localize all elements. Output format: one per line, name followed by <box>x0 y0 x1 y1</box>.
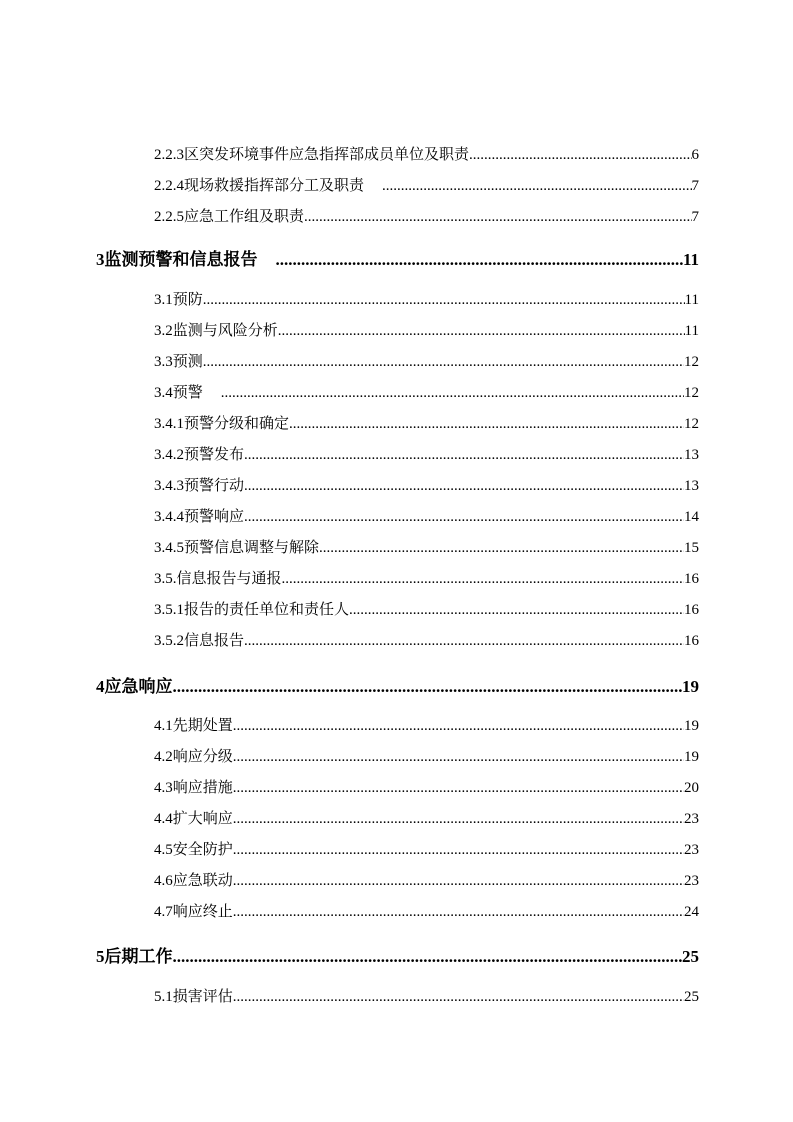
toc-entry-number: 3.1 <box>154 292 173 308</box>
toc-entry-title: 应急响应 <box>104 677 173 697</box>
toc-entry-page: 11 <box>682 250 699 269</box>
toc-entry-title: 预测 <box>172 352 203 370</box>
toc-entry-number: 5.1 <box>154 989 173 1005</box>
toc-entry-3-1[interactable] <box>154 288 699 309</box>
toc-entry-page: 12 <box>684 416 699 432</box>
toc-entry-page: 6 <box>691 147 699 163</box>
toc-entry-number: 3 <box>96 250 105 269</box>
toc-dot-leader <box>233 718 684 735</box>
toc-dot-leader <box>233 842 684 859</box>
toc-entry-title: 响应终止 <box>172 902 233 920</box>
toc-entry-3[interactable] <box>96 245 699 270</box>
toc-entry-page: 16 <box>684 602 699 618</box>
toc-dot-leader <box>203 354 684 371</box>
toc-entry-3-4-3[interactable] <box>154 474 699 495</box>
toc-entry-title: 预警行动 <box>184 476 245 494</box>
toc-dot-leader <box>244 478 684 495</box>
toc-entry-5-1[interactable] <box>154 985 699 1006</box>
toc-entry-4-5[interactable] <box>154 838 699 859</box>
toc-entry-4[interactable] <box>96 672 699 697</box>
toc-entry-page: 7 <box>691 178 699 194</box>
toc-entry-page: 12 <box>684 385 699 401</box>
toc-entry-number: 3.4.3 <box>154 478 184 494</box>
toc-dot-leader <box>276 250 683 270</box>
toc-dot-leader <box>244 509 684 526</box>
toc-entry-page: 25 <box>684 989 699 1005</box>
toc-entry-page: 19 <box>684 718 699 734</box>
toc-entry-number: 3.4.2 <box>154 447 184 463</box>
toc-entry-2-2-5[interactable] <box>154 205 699 226</box>
toc-entry-number: 4.3 <box>154 780 173 796</box>
toc-entry-4-2[interactable] <box>154 745 699 766</box>
toc-entry-title: 预防 <box>172 290 203 308</box>
toc-entry-page: 11 <box>684 323 699 339</box>
toc-entry-title: 应急联动 <box>172 871 233 889</box>
toc-entry-number: 3.4.4 <box>154 509 184 525</box>
toc-dot-leader <box>233 749 684 766</box>
toc-entry-title: 现场救援指挥部分工及职责 <box>184 176 365 194</box>
toc-entry-page: 23 <box>684 811 699 827</box>
toc-entry-page: 19 <box>684 749 699 765</box>
toc-entry-number: 4.5 <box>154 842 173 858</box>
toc-dot-leader <box>173 947 683 967</box>
toc-entry-number: 3.5.1 <box>154 602 184 618</box>
toc-entry-4-1[interactable] <box>154 714 699 735</box>
toc-dot-leader <box>304 209 691 226</box>
toc-entry-title: 响应措施 <box>172 778 233 796</box>
toc-entry-number: 3.2 <box>154 323 173 339</box>
toc-entry-5[interactable] <box>96 942 699 967</box>
toc-entry-title: 报告的责任单位和责任人 <box>184 600 350 618</box>
toc-entry-2-2-3[interactable] <box>154 143 699 164</box>
toc-entry-number: 5 <box>96 947 105 966</box>
toc-entry-title: 响应分级 <box>172 747 233 765</box>
toc-entry-title: 预警信息调整与解除 <box>184 538 320 556</box>
toc-entry-title: 应急工作组及职责 <box>184 207 305 225</box>
toc-entry-title: 安全防护 <box>172 840 233 858</box>
toc-dot-leader <box>382 178 691 195</box>
toc-entry-title: 损害评估 <box>172 987 233 1005</box>
toc-entry-number: 2.2.4 <box>154 178 184 194</box>
toc-entry-page: 13 <box>684 447 699 463</box>
toc-entry-page: 16 <box>684 571 699 587</box>
toc-entry-page: 23 <box>684 873 699 889</box>
toc-entry-page: 24 <box>684 904 699 920</box>
toc-entry-3-5[interactable] <box>154 567 699 588</box>
toc-entry-page: 12 <box>684 354 699 370</box>
toc-entry-title: 区突发环境事件应急指挥部成员单位及职责 <box>184 145 470 163</box>
toc-entry-number: 4.1 <box>154 718 173 734</box>
toc-entry-number: 3.5. <box>154 571 177 587</box>
toc-entry-title: 扩大响应 <box>172 809 233 827</box>
toc-entry-page: 14 <box>684 509 699 525</box>
toc-dot-leader <box>289 416 684 433</box>
toc-entry-number: 4.7 <box>154 904 173 920</box>
toc-entry-3-5-2[interactable] <box>154 629 699 650</box>
toc-dot-leader <box>233 780 684 797</box>
toc-entry-number: 3.3 <box>154 354 173 370</box>
toc-entry-number: 4.6 <box>154 873 173 889</box>
toc-entry-number: 4 <box>96 677 105 696</box>
toc-entry-3-4-4[interactable] <box>154 505 699 526</box>
toc-entry-number: 3.4 <box>154 385 173 401</box>
toc-dot-leader <box>233 873 684 890</box>
toc-entry-page: 7 <box>691 209 699 225</box>
toc-entry-title: 预警分级和确定 <box>184 414 290 432</box>
toc-entry-3-4-1[interactable] <box>154 412 699 433</box>
toc-dot-leader <box>203 292 685 309</box>
toc-dot-leader <box>319 540 684 557</box>
toc-entry-page: 25 <box>682 947 699 966</box>
toc-dot-leader <box>173 677 683 697</box>
toc-entry-3-4-5[interactable] <box>154 536 699 557</box>
toc-dot-leader <box>233 904 684 921</box>
toc-dot-leader <box>244 633 684 650</box>
toc-entry-3-5-1[interactable] <box>154 598 699 619</box>
toc-entry-number: 4.4 <box>154 811 173 827</box>
toc-dot-leader <box>233 989 684 1006</box>
toc-entry-title: 预警 <box>172 383 203 401</box>
toc-entry-2-2-4[interactable] <box>154 174 699 195</box>
toc-entry-title: 监测与风险分析 <box>172 321 278 339</box>
toc-dot-leader <box>221 385 684 402</box>
toc-entry-number: 3.4.5 <box>154 540 184 556</box>
toc-dot-leader <box>233 811 684 828</box>
toc-entry-title: 监测预警和信息报告 <box>104 250 258 270</box>
toc-entry-number: 3.5.2 <box>154 633 184 649</box>
toc-entry-page: 15 <box>684 540 699 556</box>
toc-entry-page: 13 <box>684 478 699 494</box>
toc-entry-title: 信息报告 <box>184 631 245 649</box>
toc-entry-3-4-2[interactable] <box>154 443 699 464</box>
toc-entry-title: 信息报告与通报 <box>176 569 282 587</box>
toc-entry-4-3[interactable] <box>154 776 699 797</box>
toc-dot-leader <box>278 323 685 340</box>
toc-entry-page: 16 <box>684 633 699 649</box>
toc-dot-leader <box>282 571 684 588</box>
toc-entry-title: 预警响应 <box>184 507 245 525</box>
toc-entry-3-2[interactable] <box>154 319 699 340</box>
toc-entry-number: 2.2.5 <box>154 209 184 225</box>
toc-entry-number: 3.4.1 <box>154 416 184 432</box>
toc-entry-page: 20 <box>684 780 699 796</box>
toc-entry-title: 预警发布 <box>184 445 245 463</box>
toc-entry-4-7[interactable] <box>154 900 699 921</box>
toc-entry-page: 23 <box>684 842 699 858</box>
toc-entry-number: 2.2.3 <box>154 147 184 163</box>
toc-entry-number: 4.2 <box>154 749 173 765</box>
toc-dot-leader <box>349 602 684 619</box>
toc-entry-4-4[interactable] <box>154 807 699 828</box>
toc-entry-4-6[interactable] <box>154 869 699 890</box>
toc-entry-title: 后期工作 <box>104 947 173 967</box>
toc-entry-3-3[interactable] <box>154 350 699 371</box>
toc-entry-page: 19 <box>682 677 699 696</box>
toc-entry-title: 先期处置 <box>172 716 233 734</box>
toc-dot-leader <box>469 147 691 164</box>
toc-entry-page: 11 <box>684 292 699 308</box>
toc-entry-3-4[interactable] <box>154 381 699 402</box>
toc-dot-leader <box>244 447 684 464</box>
